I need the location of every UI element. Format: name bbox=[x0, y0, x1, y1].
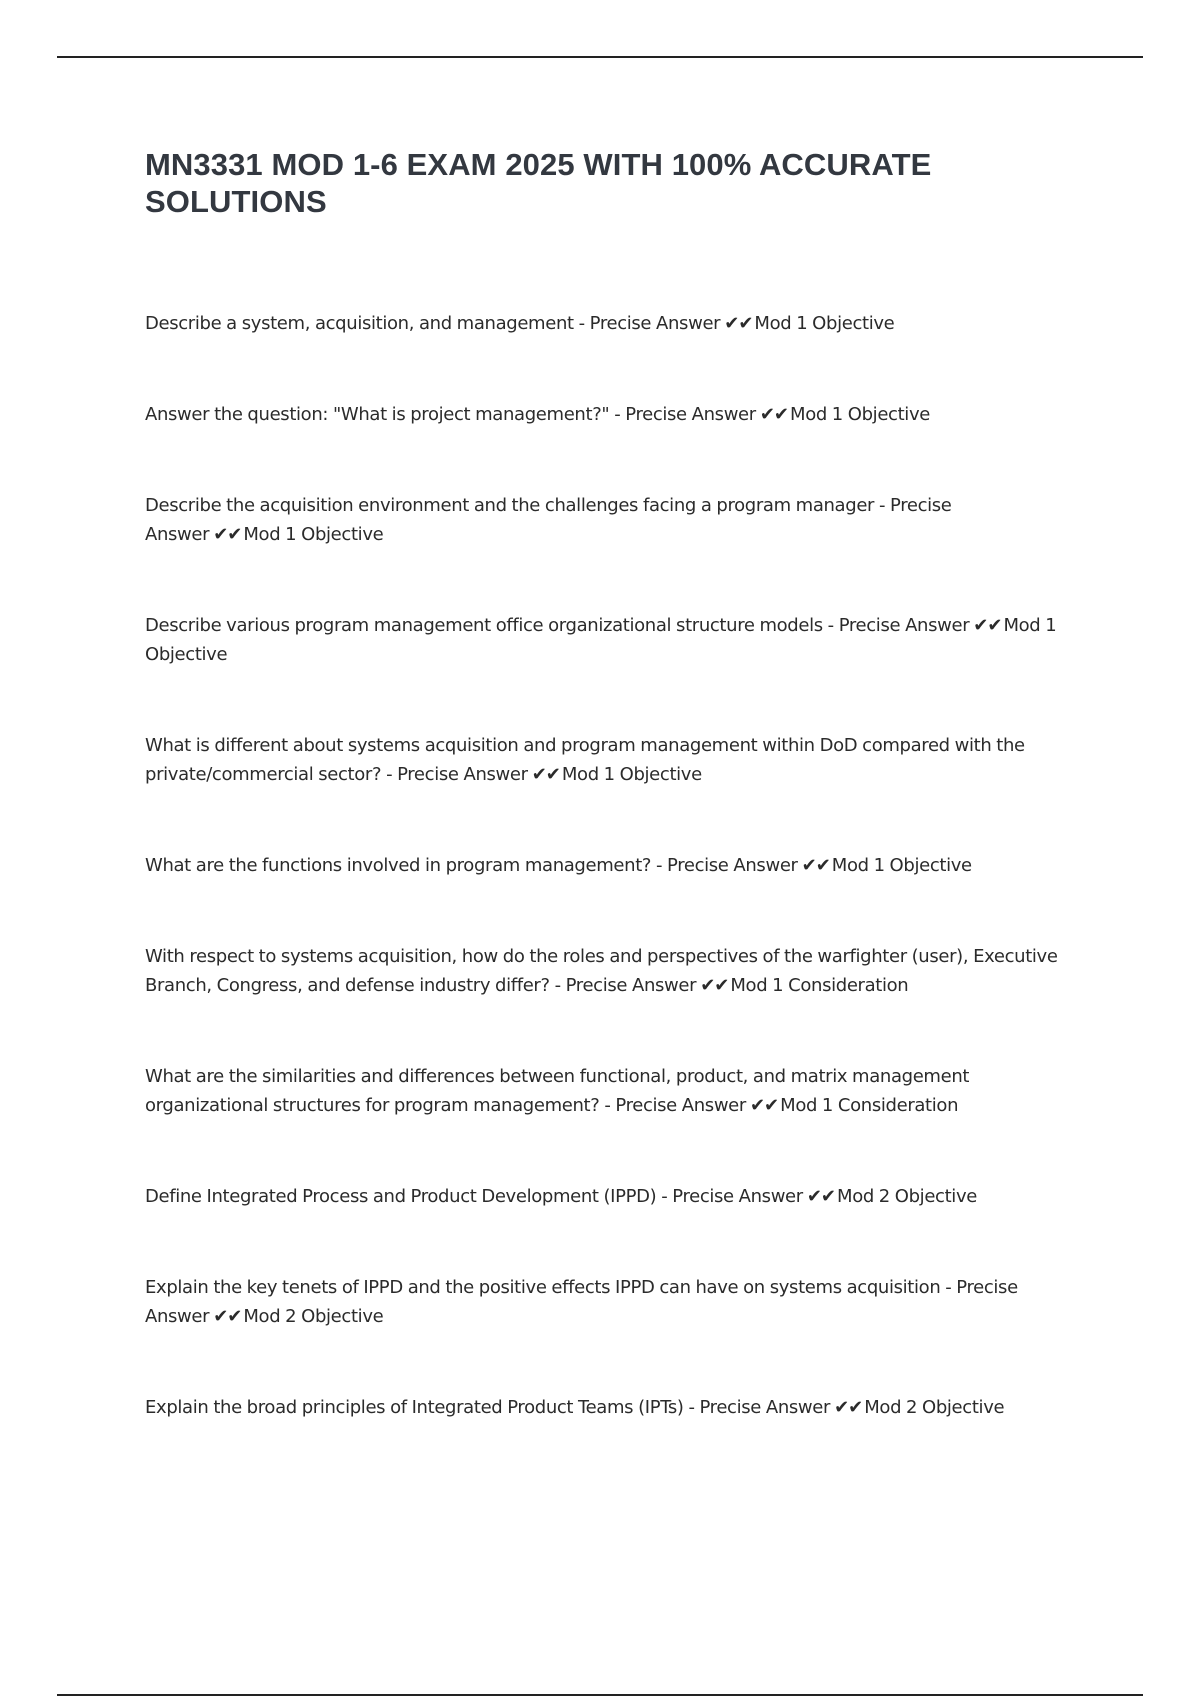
question-text: What are the functions involved in program management? bbox=[145, 855, 652, 876]
check-icon: ✔✔ bbox=[213, 1306, 242, 1327]
separator: - bbox=[878, 495, 886, 516]
answer-label: Precise Answer bbox=[672, 1186, 803, 1207]
answer-text: Mod 1 Consideration bbox=[780, 1095, 959, 1116]
qa-item bbox=[145, 1062, 1090, 1120]
answer-text: Mod 1 Objective bbox=[754, 313, 895, 334]
qa-item bbox=[145, 1182, 1090, 1211]
qa-item bbox=[145, 1393, 1090, 1422]
answer-label: Precise Answer bbox=[699, 1397, 831, 1418]
separator: - bbox=[945, 1277, 952, 1298]
check-icon: ✔✔ bbox=[834, 1397, 863, 1418]
check-icon: ✔✔ bbox=[700, 975, 729, 996]
answer-label: Precise Answer bbox=[145, 495, 952, 545]
question-text: Explain the key tenets of IPPD and the positive effects IPPD can have on systems acquisition bbox=[145, 1277, 941, 1298]
check-icon: ✔✔ bbox=[973, 615, 1002, 636]
question-text: Define Integrated Process and Product Development (IPPD) bbox=[145, 1186, 657, 1207]
qa-item bbox=[145, 491, 1090, 549]
check-icon: ✔✔ bbox=[749, 1095, 779, 1116]
qa-item bbox=[145, 309, 1090, 338]
answer-text: Mod 1 Objective bbox=[561, 764, 702, 785]
qa-item bbox=[145, 731, 1090, 789]
answer-text: Mod 1 Objective bbox=[145, 615, 1057, 665]
answer-label: Precise Answer bbox=[625, 404, 756, 425]
answer-label: Precise Answer bbox=[565, 975, 697, 996]
qa-item bbox=[145, 400, 1090, 429]
question-text: Explain the broad principles of Integrated Product Teams (IPTs) bbox=[145, 1397, 684, 1418]
qa-item bbox=[145, 851, 1090, 880]
question-text: What is different about systems acquisition and program management within DoD compared with the private/commercial sector? bbox=[145, 735, 1025, 785]
answer-text: Mod 1 Objective bbox=[831, 855, 972, 876]
separator: - bbox=[386, 764, 393, 785]
answer-text: Mod 1 Objective bbox=[243, 524, 384, 545]
check-icon: ✔✔ bbox=[759, 404, 789, 425]
check-icon: ✔✔ bbox=[806, 1186, 836, 1207]
separator: - bbox=[661, 1186, 668, 1207]
qa-item bbox=[145, 942, 1090, 1000]
qa-item bbox=[145, 1273, 1090, 1331]
bottom-rule bbox=[57, 1694, 1143, 1696]
question-text: What are the similarities and differences between functional, product, and matrix management organizational structures for program management? bbox=[145, 1066, 970, 1116]
answer-label: Precise Answer bbox=[615, 1095, 746, 1116]
answer-label: Precise Answer bbox=[667, 855, 798, 876]
check-icon: ✔✔ bbox=[724, 313, 753, 334]
answer-text: Mod 2 Objective bbox=[243, 1306, 384, 1327]
separator: - bbox=[827, 615, 834, 636]
question-text: Answer the question: "What is project management?" bbox=[145, 404, 610, 425]
check-icon: ✔✔ bbox=[531, 764, 560, 785]
question-text: Describe a system, acquisition, and management bbox=[145, 313, 574, 334]
question-text: Describe various program management office organizational structure models bbox=[145, 615, 823, 636]
separator: - bbox=[688, 1397, 695, 1418]
separator: - bbox=[655, 855, 663, 876]
answer-label: Precise Answer bbox=[838, 615, 970, 636]
question-text: Describe the acquisition environment and the challenges facing a program manager bbox=[145, 495, 875, 516]
separator: - bbox=[578, 313, 585, 334]
answer-text: Mod 1 Objective bbox=[790, 404, 930, 425]
check-icon: ✔✔ bbox=[213, 524, 242, 545]
top-rule bbox=[57, 56, 1143, 58]
separator: - bbox=[614, 404, 621, 425]
separator: - bbox=[604, 1095, 611, 1116]
answer-label: Precise Answer bbox=[589, 313, 721, 334]
answer-text: Mod 1 Consideration bbox=[730, 975, 909, 996]
answer-label: Precise Answer bbox=[397, 764, 528, 785]
question-text: With respect to systems acquisition, how do the roles and perspectives of the warfighter (user), Executive Branch, Congress, and defense industry differ? bbox=[145, 946, 1058, 996]
page-title: MN3331 MOD 1-6 EXAM 2025 WITH 100% ACCURATE SOLUTIONS bbox=[145, 147, 932, 219]
answer-text: Mod 2 Objective bbox=[837, 1186, 977, 1207]
answer-text: Mod 2 Objective bbox=[864, 1397, 1005, 1418]
answer-label: Precise Answer bbox=[145, 1277, 1018, 1327]
qa-item bbox=[145, 611, 1090, 669]
separator: - bbox=[554, 975, 561, 996]
check-icon: ✔✔ bbox=[801, 855, 830, 876]
